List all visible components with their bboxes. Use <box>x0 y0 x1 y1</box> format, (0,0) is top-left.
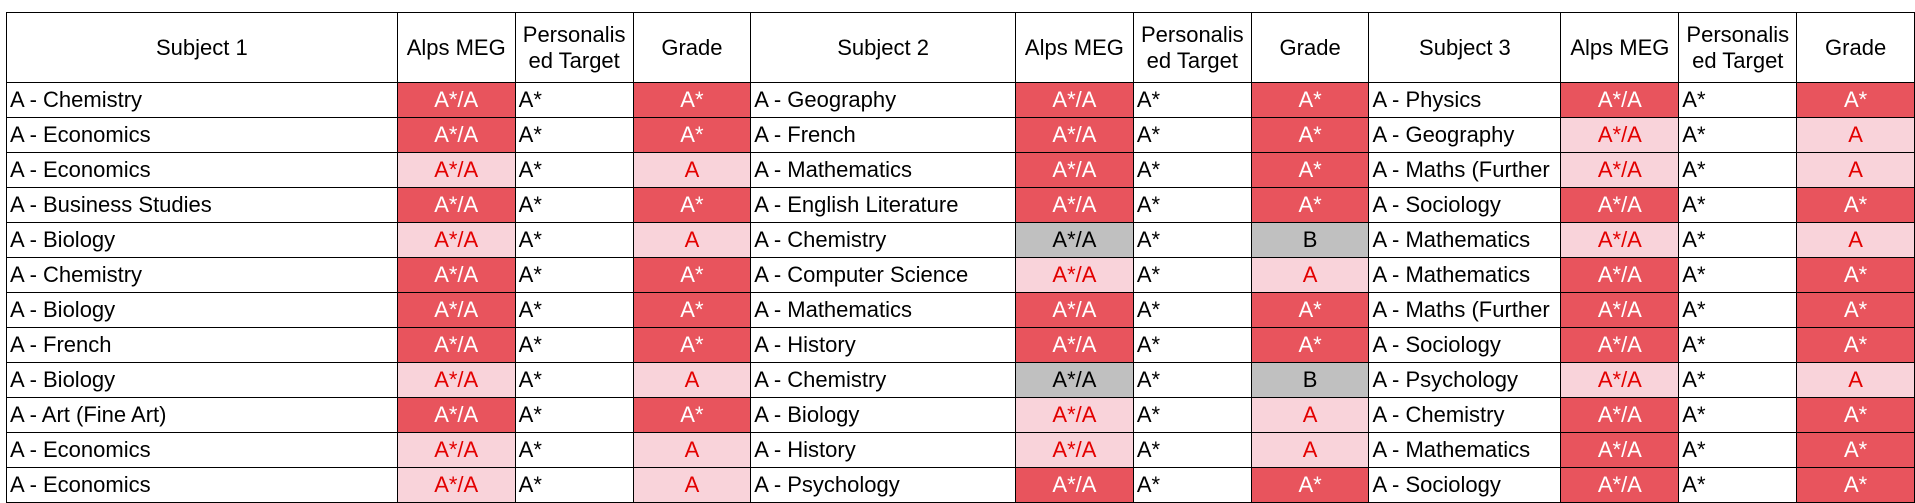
header-wrap-line-1: Personalis <box>522 21 626 47</box>
subject-cell[interactable]: A - Mathematics <box>751 153 1016 188</box>
subject-cell[interactable]: A - Economics <box>7 433 398 468</box>
grade-cell[interactable]: A* <box>633 258 751 293</box>
grade-cell[interactable]: B <box>1251 363 1369 398</box>
subject-cell[interactable]: A - English Literature <box>751 188 1016 223</box>
grade-cell[interactable]: A <box>1797 118 1915 153</box>
subject-cell[interactable]: A - Chemistry <box>751 223 1016 258</box>
target-cell[interactable]: A* <box>1133 468 1251 503</box>
target-cell[interactable]: A* <box>1133 258 1251 293</box>
grade-cell[interactable]: A <box>633 223 751 258</box>
grade-cell[interactable]: A* <box>1251 83 1369 118</box>
target-cell[interactable]: A* <box>1679 188 1797 223</box>
header-subject-3[interactable]: Subject 3 <box>1369 13 1561 83</box>
header-alps-meg-1[interactable]: Alps MEG <box>397 13 515 83</box>
grade-cell[interactable]: A <box>633 433 751 468</box>
subject-cell[interactable]: A - Sociology <box>1369 468 1561 503</box>
target-cell[interactable]: A* <box>1133 363 1251 398</box>
grade-cell[interactable]: A* <box>1797 188 1915 223</box>
subject-cell[interactable]: A - Biology <box>7 293 398 328</box>
alps-meg-cell[interactable]: A*/A <box>397 398 515 433</box>
grade-cell[interactable]: A <box>1797 153 1915 188</box>
target-cell[interactable]: A* <box>515 83 633 118</box>
grade-cell[interactable]: A* <box>1797 398 1915 433</box>
header-grade-3[interactable]: Grade <box>1797 13 1915 83</box>
target-cell[interactable]: A* <box>1679 398 1797 433</box>
subject-cell[interactable]: A - Mathematics <box>1369 258 1561 293</box>
grade-cell[interactable]: A <box>633 153 751 188</box>
alps-meg-cell[interactable]: A*/A <box>1561 468 1679 503</box>
grade-cell[interactable]: A* <box>1251 153 1369 188</box>
alps-meg-cell[interactable]: A*/A <box>1015 363 1133 398</box>
alps-meg-cell[interactable]: A*/A <box>1561 398 1679 433</box>
subject-cell[interactable]: A - Psychology <box>1369 363 1561 398</box>
target-cell[interactable]: A* <box>1133 188 1251 223</box>
alps-meg-cell[interactable]: A*/A <box>397 468 515 503</box>
table-row <box>7 293 1915 328</box>
header-personalised-target-2[interactable] <box>1133 13 1251 83</box>
table-row <box>7 328 1915 363</box>
alps-meg-cell[interactable]: A*/A <box>1561 153 1679 188</box>
target-cell[interactable]: A* <box>1133 433 1251 468</box>
table-row <box>7 83 1915 118</box>
target-cell[interactable]: A* <box>515 363 633 398</box>
header-grade-1[interactable]: Grade <box>633 13 751 83</box>
subject-cell[interactable]: A - Sociology <box>1369 328 1561 363</box>
alps-meg-cell[interactable]: A*/A <box>397 328 515 363</box>
grade-cell[interactable]: A* <box>1797 293 1915 328</box>
header-subject-2[interactable]: Subject 2 <box>751 13 1016 83</box>
alps-meg-cell[interactable]: A*/A <box>397 188 515 223</box>
subject-cell[interactable]: A - Economics <box>7 468 398 503</box>
alps-meg-cell[interactable]: A*/A <box>1561 223 1679 258</box>
subject-cell[interactable]: A - Physics <box>1369 83 1561 118</box>
grade-cell[interactable]: A* <box>1797 468 1915 503</box>
table-row <box>7 153 1915 188</box>
header-alps-meg-3[interactable]: Alps MEG <box>1561 13 1679 83</box>
subject-cell[interactable]: A - Geography <box>1369 118 1561 153</box>
target-cell[interactable]: A* <box>1679 83 1797 118</box>
header-wrap-line-2: ed Target <box>528 47 620 73</box>
subject-cell[interactable]: A - Mathematics <box>1369 433 1561 468</box>
header-grade-2[interactable]: Grade <box>1251 13 1369 83</box>
alps-meg-cell[interactable]: A*/A <box>1015 258 1133 293</box>
target-cell[interactable]: A* <box>1679 468 1797 503</box>
target-cell[interactable]: A* <box>1133 293 1251 328</box>
subject-cell[interactable]: A - French <box>751 118 1016 153</box>
target-cell[interactable]: A* <box>1133 153 1251 188</box>
subject-cell[interactable]: A - Chemistry <box>1369 398 1561 433</box>
alps-meg-cell[interactable]: A*/A <box>1015 433 1133 468</box>
alps-meg-cell[interactable]: A*/A <box>1015 468 1133 503</box>
target-cell[interactable]: A* <box>515 258 633 293</box>
header-wrap-line-2: ed Target <box>1692 47 1784 73</box>
alps-meg-cell[interactable]: A*/A <box>1561 363 1679 398</box>
alps-meg-cell[interactable]: A*/A <box>397 433 515 468</box>
grade-cell[interactable]: A <box>633 363 751 398</box>
alps-meg-cell[interactable]: A*/A <box>1015 188 1133 223</box>
grade-cell[interactable]: A* <box>1797 433 1915 468</box>
table-row <box>7 363 1915 398</box>
subject-cell[interactable]: A - Geography <box>751 83 1016 118</box>
alps-meg-cell[interactable]: A*/A <box>1015 328 1133 363</box>
header-subject-1[interactable]: Subject 1 <box>7 13 398 83</box>
table-row <box>7 433 1915 468</box>
grade-cell[interactable]: A <box>1251 433 1369 468</box>
alps-meg-cell[interactable]: A*/A <box>1561 118 1679 153</box>
header-wrap-line-2: ed Target <box>1146 47 1238 73</box>
alps-meg-cell[interactable]: A*/A <box>1015 153 1133 188</box>
subject-cell[interactable]: A - Mathematics <box>1369 223 1561 258</box>
subject-cell[interactable]: A - Maths (Further <box>1369 153 1561 188</box>
target-cell[interactable]: A* <box>515 468 633 503</box>
target-cell[interactable]: A* <box>1679 118 1797 153</box>
alps-meg-cell[interactable]: A*/A <box>1561 433 1679 468</box>
target-cell[interactable]: A* <box>1133 398 1251 433</box>
grade-cell[interactable]: A* <box>1251 468 1369 503</box>
alps-meg-cell[interactable]: A*/A <box>1561 328 1679 363</box>
target-cell[interactable]: A* <box>1133 118 1251 153</box>
grade-cell[interactable]: B <box>1251 223 1369 258</box>
target-cell[interactable]: A* <box>1133 223 1251 258</box>
grade-cell[interactable]: A <box>1797 363 1915 398</box>
grade-cell[interactable]: A* <box>1251 118 1369 153</box>
target-cell[interactable]: A* <box>515 293 633 328</box>
subject-cell[interactable]: A - Chemistry <box>751 363 1016 398</box>
subject-cell[interactable]: A - History <box>751 328 1016 363</box>
alps-meg-cell[interactable]: A*/A <box>397 118 515 153</box>
grade-cell[interactable]: A <box>1797 223 1915 258</box>
subject-cell[interactable]: A - Art (Fine Art) <box>7 398 398 433</box>
alps-meg-cell[interactable]: A*/A <box>397 153 515 188</box>
table-row <box>7 258 1915 293</box>
subject-cell[interactable]: A - Economics <box>7 153 398 188</box>
grade-cell[interactable]: A* <box>1251 188 1369 223</box>
grade-cell[interactable]: A* <box>633 83 751 118</box>
target-cell[interactable]: A* <box>515 433 633 468</box>
grade-cell[interactable]: A* <box>633 293 751 328</box>
target-cell[interactable]: A* <box>1679 433 1797 468</box>
alps-meg-cell[interactable]: A*/A <box>1561 188 1679 223</box>
grades-spreadsheet <box>6 12 1915 503</box>
target-cell[interactable]: A* <box>1679 258 1797 293</box>
header-personalised-target-1[interactable] <box>515 13 633 83</box>
alps-meg-cell[interactable]: A*/A <box>397 293 515 328</box>
alps-meg-cell[interactable]: A*/A <box>397 363 515 398</box>
alps-meg-cell[interactable]: A*/A <box>1561 83 1679 118</box>
alps-meg-cell[interactable]: A*/A <box>1561 258 1679 293</box>
alps-meg-cell[interactable]: A*/A <box>1015 118 1133 153</box>
subject-cell[interactable]: A - Business Studies <box>7 188 398 223</box>
target-cell[interactable]: A* <box>515 118 633 153</box>
alps-meg-cell[interactable]: A*/A <box>397 223 515 258</box>
grade-cell[interactable]: A <box>1251 398 1369 433</box>
subject-cell[interactable]: A - Mathematics <box>751 293 1016 328</box>
header-row <box>7 13 1915 83</box>
alps-meg-cell[interactable]: A*/A <box>1015 223 1133 258</box>
header-wrap-line-1: Personalis <box>1686 21 1790 47</box>
subject-cell[interactable]: A - Biology <box>7 223 398 258</box>
header-personalised-target-3[interactable] <box>1679 13 1797 83</box>
alps-meg-cell[interactable]: A*/A <box>1015 398 1133 433</box>
header-alps-meg-2[interactable]: Alps MEG <box>1015 13 1133 83</box>
target-cell[interactable]: A* <box>1679 363 1797 398</box>
target-cell[interactable]: A* <box>515 223 633 258</box>
grade-cell[interactable]: A* <box>633 188 751 223</box>
alps-meg-cell[interactable]: A*/A <box>397 258 515 293</box>
target-cell[interactable]: A* <box>515 398 633 433</box>
subject-cell[interactable]: A - Maths (Further <box>1369 293 1561 328</box>
subject-cell[interactable]: A - Chemistry <box>7 258 398 293</box>
subject-cell[interactable]: A - Biology <box>751 398 1016 433</box>
subject-cell[interactable]: A - Economics <box>7 118 398 153</box>
grade-cell[interactable]: A* <box>1797 83 1915 118</box>
target-cell[interactable]: A* <box>515 153 633 188</box>
table-row <box>7 118 1915 153</box>
table-row <box>7 223 1915 258</box>
subject-cell[interactable]: A - Chemistry <box>7 83 398 118</box>
grade-cell[interactable]: A* <box>1251 328 1369 363</box>
grade-cell[interactable]: A* <box>633 118 751 153</box>
grade-cell[interactable]: A* <box>1797 258 1915 293</box>
alps-meg-cell[interactable]: A*/A <box>397 83 515 118</box>
header-wrap-line-1: Personalis <box>1140 21 1244 47</box>
target-cell[interactable]: A* <box>1679 293 1797 328</box>
table-row <box>7 188 1915 223</box>
alps-meg-cell[interactable]: A*/A <box>1015 83 1133 118</box>
subject-cell[interactable]: A - History <box>751 433 1016 468</box>
subject-cell[interactable]: A - Psychology <box>751 468 1016 503</box>
target-cell[interactable]: A* <box>1133 328 1251 363</box>
subject-cell[interactable]: A - Sociology <box>1369 188 1561 223</box>
alps-meg-cell[interactable]: A*/A <box>1561 293 1679 328</box>
grade-cell[interactable]: A* <box>1251 293 1369 328</box>
subject-cell[interactable]: A - Biology <box>7 363 398 398</box>
subject-cell[interactable]: A - Computer Science <box>751 258 1016 293</box>
target-cell[interactable]: A* <box>515 188 633 223</box>
grade-cell[interactable]: A <box>633 468 751 503</box>
target-cell[interactable]: A* <box>1679 328 1797 363</box>
table-row <box>7 398 1915 433</box>
grade-cell[interactable]: A <box>1251 258 1369 293</box>
grade-cell[interactable]: A* <box>1797 328 1915 363</box>
target-cell[interactable]: A* <box>515 328 633 363</box>
grade-cell[interactable]: A* <box>633 328 751 363</box>
alps-meg-cell[interactable]: A*/A <box>1015 293 1133 328</box>
target-cell[interactable]: A* <box>1679 223 1797 258</box>
subject-cell[interactable]: A - French <box>7 328 398 363</box>
target-cell[interactable]: A* <box>1679 153 1797 188</box>
table-row <box>7 468 1915 503</box>
target-cell[interactable]: A* <box>1133 83 1251 118</box>
grade-cell[interactable]: A* <box>633 398 751 433</box>
